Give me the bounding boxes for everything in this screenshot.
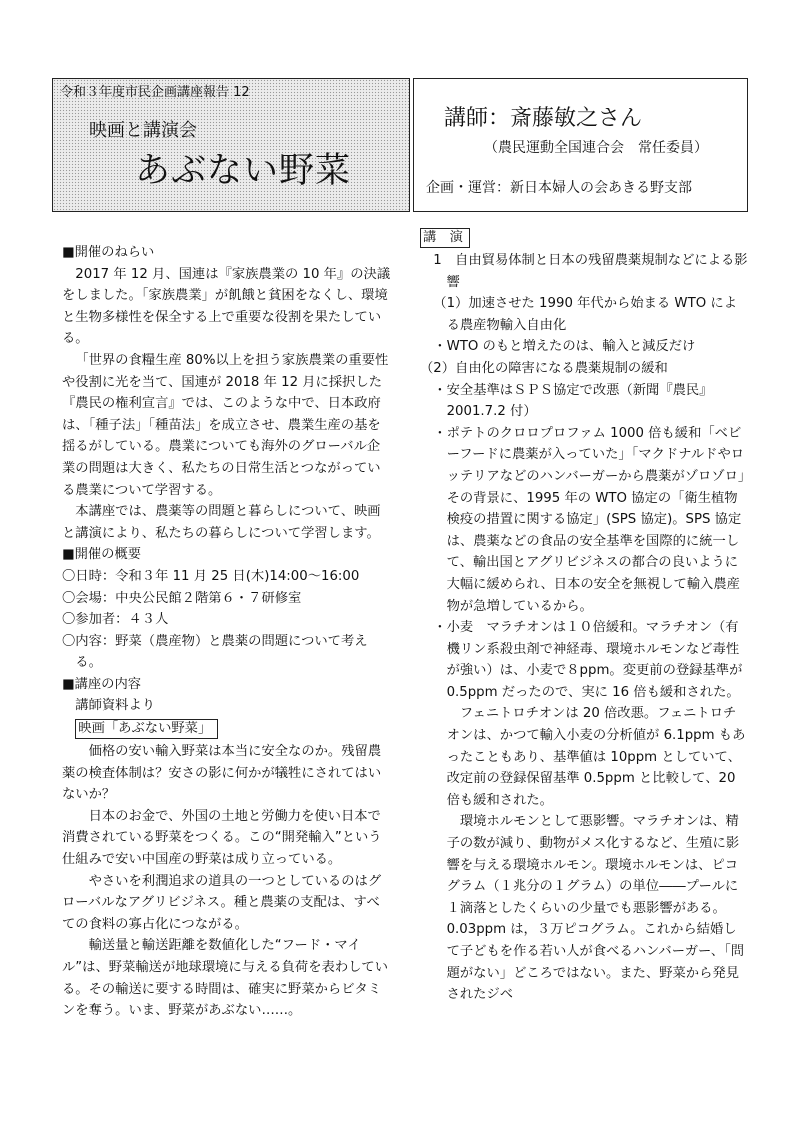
lecturer-name: 講師：斎藤敏之さん [444,106,643,131]
background-paragraph: その背景に、1995 年の WTO 協定の「衛生植物検疫の措置に関する協定」(SPS 協定)。SPS 協定は、農薬などの食品の安全基準を国際的に統一して、輸出国とアグリビジネスの都合の良いように大幅に緩められ、日本の安全を無視して輸入農産物が急増しているから。 [446,490,742,614]
lecture-item-1: 1 自由貿易体制と日本の残留農薬規制などによる影響 [433,253,748,290]
header-lecturer-box [413,78,748,212]
fenitrothion-paragraph: フェニトロチオンは 20 倍改悪。フェニトロチオンは、かつて輸入小麦の分析値が 6.1ppm もあったこともあり、基準値は 10ppm としていて、改定前の登録保留基準 0.5ppm と比較して、20 倍も緩和された。 [446,706,746,808]
lecture-item-1-1a: ・WTO のもと増えたのは、輸入と減反だけ [433,339,696,355]
event-subtitle: 映画と講演会 [89,120,197,141]
film-paragraph-1: 価格の安い輸入野菜は本当に安全なのか。残留農薬の検査体制は？安さの影に何かが犠牲にされてはいないか？ [62,744,382,803]
overview-content: 〇内容：野菜（農産物）と農薬の問題について考える。 [62,633,368,671]
overview-venue: 〇会場：中央公民館２階第６・７研修室 [62,590,302,606]
heading-overview: ■開催の概要 [62,547,142,563]
right-column [420,226,752,1006]
header-title-box [52,78,410,212]
lecturer-affiliation: （農民運動全国連合会 常任委員） [484,140,708,156]
film-paragraph-3: やさいを利潤追求の道具の一つとしているのはグローバルなアグリビジネス。種と農薬の支配は、すべての食料の寡占化につながる。 [62,873,382,932]
heading-aim: ■開催のねらい [62,245,155,260]
aim-paragraph-1: 2017 年 12 月、国連は『家族農業の 10 年』の決議をしました。「家族農業」が飢餓と貧困をなくし、環境と生物多様性を保全する上で重要な役割を果たしている。 [62,266,391,347]
lecture-label-box: 講 演 [420,228,470,248]
overview-date: 〇日時：令和３年 11 月 25 日(木)14:00～16:00 [62,568,360,584]
bullet-potato: ・ポテトのクロロプロファム 1000 倍も緩和「ベビーフードに農薬が入っていた」「マクドナルドやロッテリアなどのハンバーガーから農薬がゾロゾロ」 [433,425,752,484]
lecture-item-1-2: （2）自由化の障害になる農薬規制の緩和 [420,360,668,376]
heading-lecture-content: ■講座の内容 [62,676,142,692]
overview-attendees: 〇参加者：４３人 [62,612,169,628]
event-title: あぶない野菜 [135,151,352,191]
aim-paragraph-3: 本講座では、農薬等の問題と暮らしについて、映画と講演により、私たちの暮らしについて学習します。 [62,504,381,541]
source-note: 講師資料より [75,698,156,714]
aim-paragraph-2: 「世界の食糧生産 80%以上を担う家族農業の重要性や役割に光を当て、国連が 2018 年 12 月に採択した『農民の権利宣言』では、このような中で、日本政府は、「種子法」「種苗法」を成立させ、農業生産の基を揺るがしている。農業についても海外のグローバル企業の問題は大きく、私たちの日常生活とつながっている農業について学習する。 [62,352,389,498]
hormone-paragraph: 環境ホルモンとして悪影響。マラチオンは、精子の数が減り、動物がメス化するなど、生殖に影響を与える環境ホルモン。環境ホルモンは、ピコグラム（１兆分の１グラム）の単位――プールに１滴落としたくらいの少量でも悪影響がある。0.03ppm は，３万ピコグラム。これから結婚して子どもを作る若い人が食べるハンバーガー、「問題がない」どころではない。また、野菜から発見されたジベ [446,814,745,1003]
film-paragraph-4: 輸送量と輸送距離を数値化した“フード・マイル”は、野菜輸送が地球環境に与える負荷を表わしている。その輸送に要する時間は、確実に野菜からビタミンを奪う。いま、野菜があぶない……。 [62,938,389,1019]
bullet-wheat: ・小麦 マラチオンは１０倍緩和。マラチオン（有機リン系殺虫剤で神経毒、環境ホルモンなど毒性が強い）は、小麦で８ppm。変更前の登録基準が 0.5ppm だったので、実に 16 倍も緩和された。 [433,620,743,700]
lecture-item-1-1: （1）加速させた 1990 年代から始まる WTO による農産物輸入自由化 [433,296,737,333]
series-label: 令和３年度市民企画講座報告 12 [60,85,250,100]
bullet-safety-standard: ・安全基準はＳＰＳ協定で改悪（新聞『農民』2001.7.2 付） [433,382,713,420]
organizer: 企画・運営：新日本婦人の会あきる野支部 [426,180,692,196]
film-label-box: 映画「あぶない野菜」 [75,719,218,739]
film-paragraph-2: 日本のお金で、外国の土地と労働力を使い日本で消費されている野菜をつくる。この“開発輸入”という仕組みで安い中国産の野菜は成り立っている。 [62,808,382,868]
left-column [62,242,392,1022]
